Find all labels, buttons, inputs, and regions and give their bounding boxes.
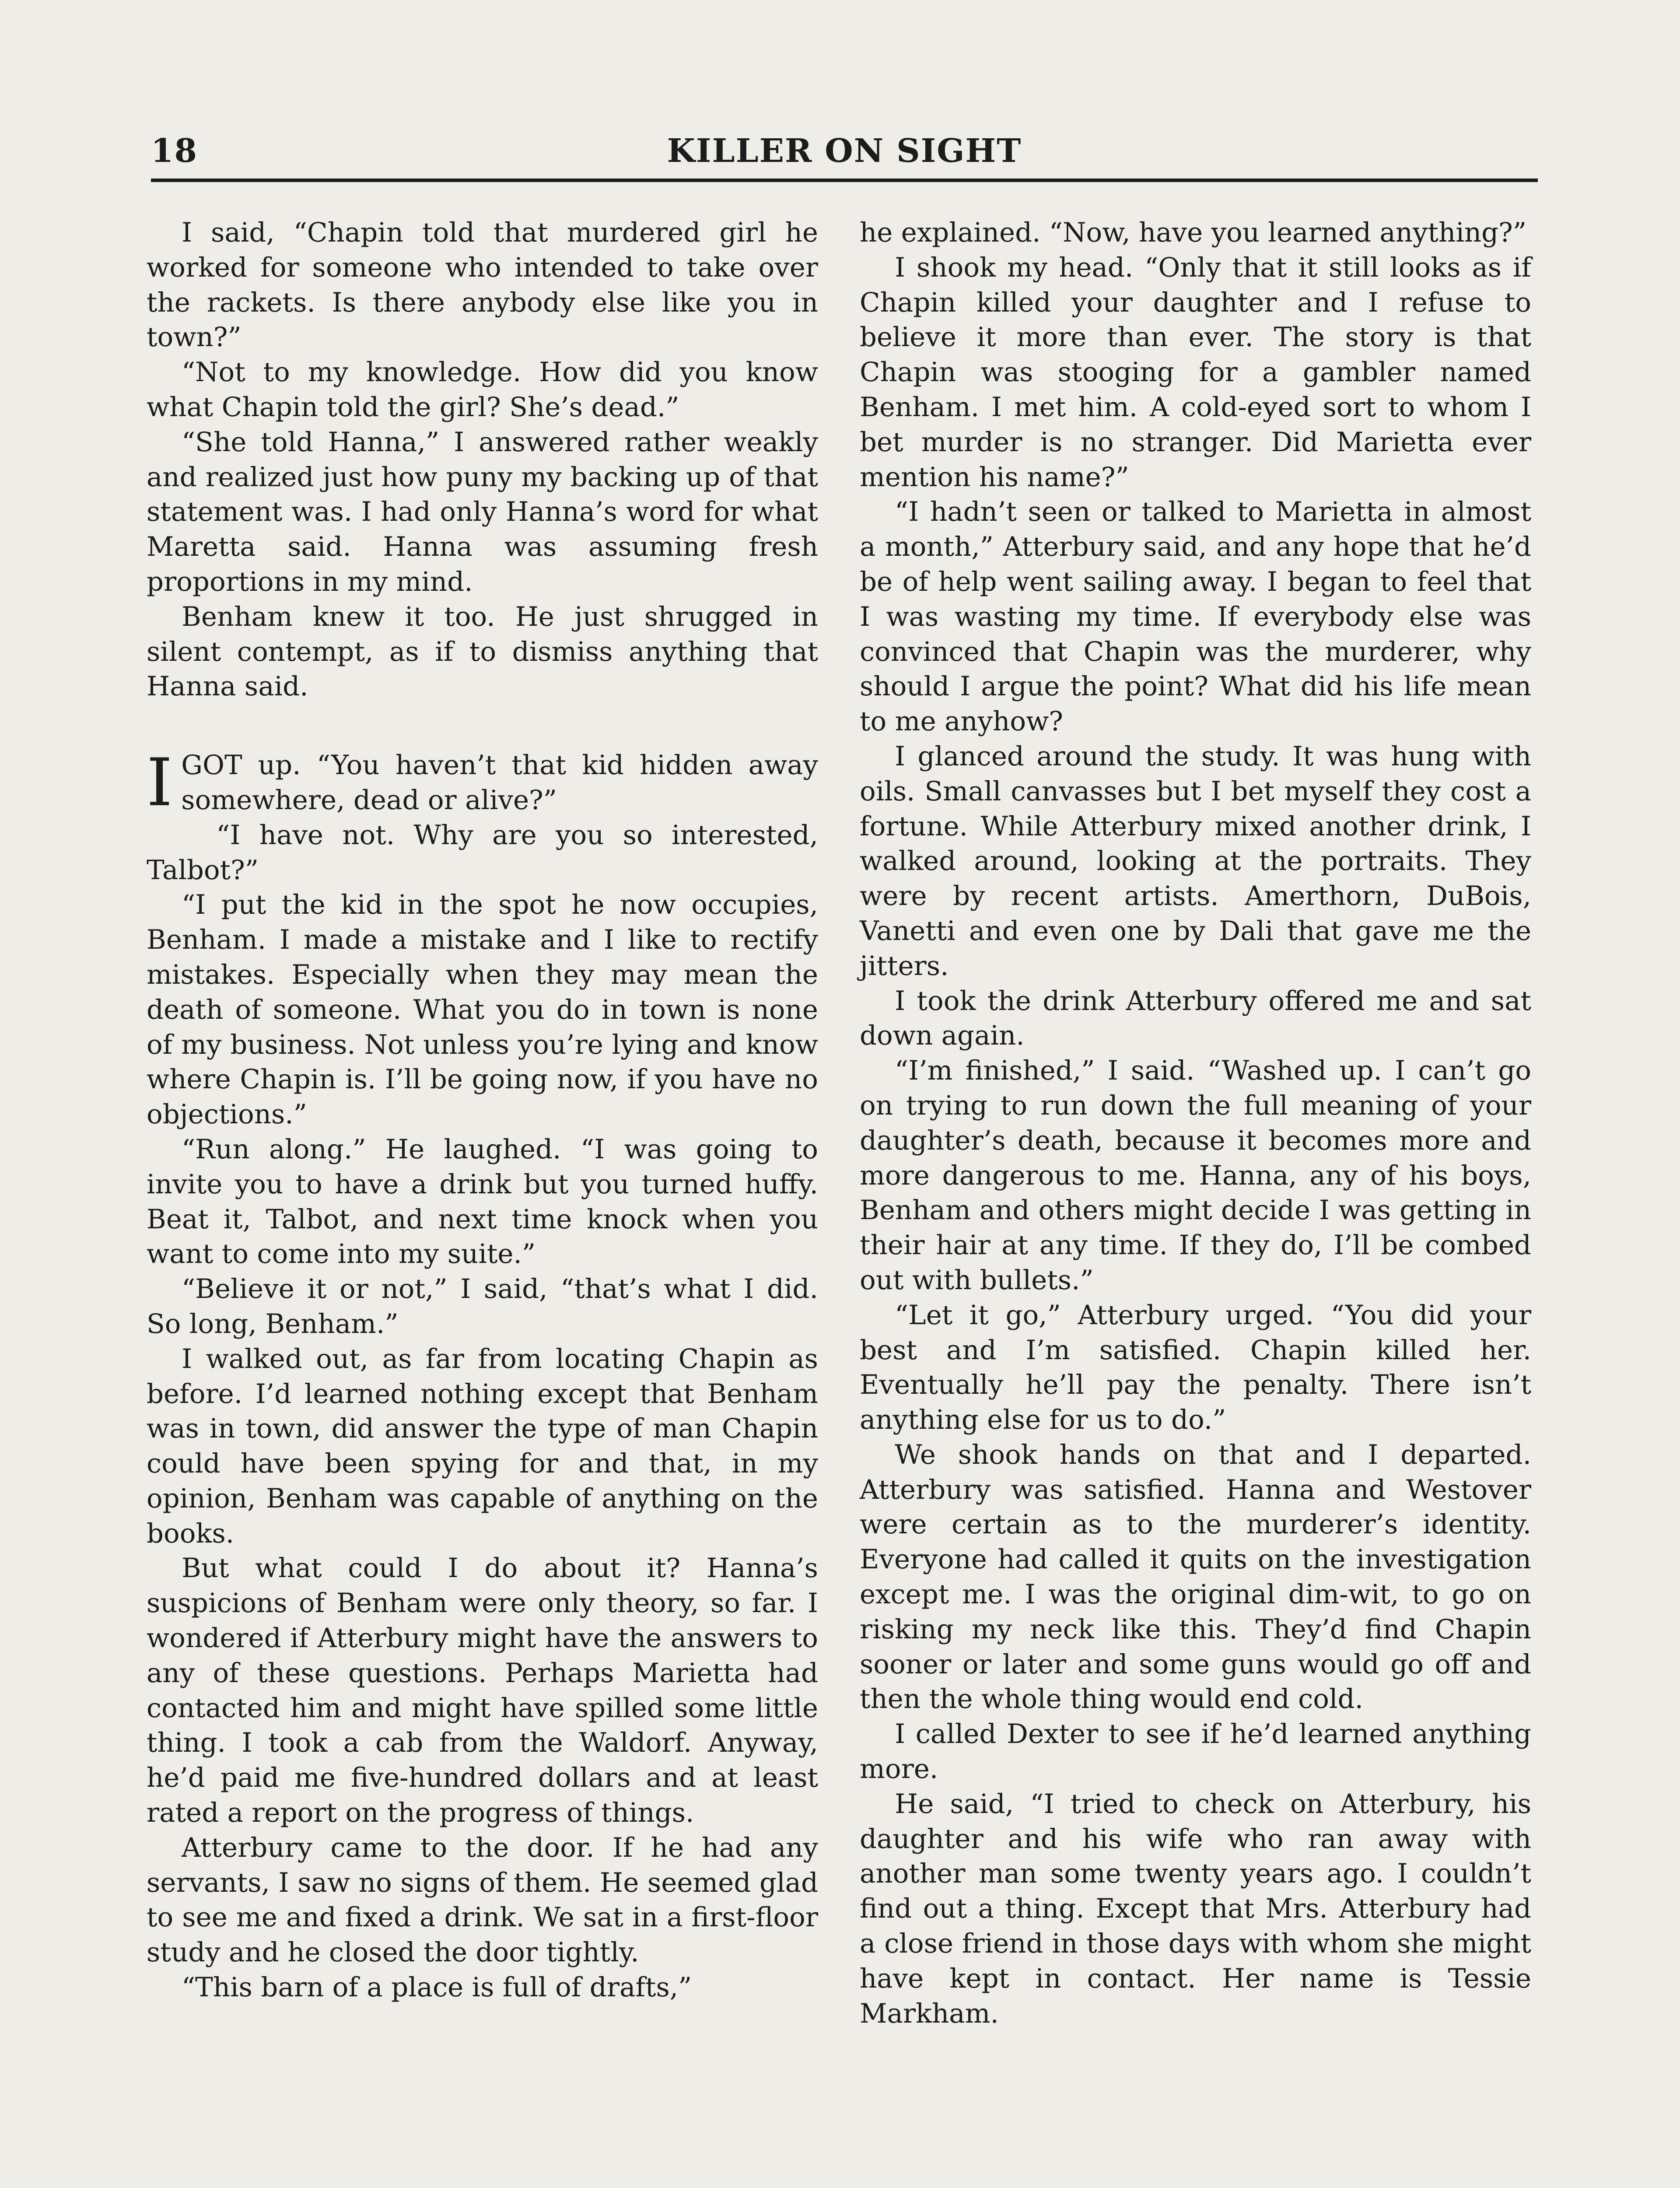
section-break: [147, 704, 818, 748]
drop-cap: I: [147, 745, 173, 821]
paragraph: “I hadn’t seen or talked to Marietta in almost a month,” Atterbury said, and any hope that he’d be of help went sailing away. I began to feel that I was wasting my time. If everybody else was convinced that Chapin was the murderer, why should I argue the point? What did his life mean to me anyhow?: [860, 496, 1531, 737]
paragraph: “Run along.” He laughed. “I was going to invite you to have a drink but you turned huffy. Beat it, Talbot, and next time knock when you want to come into my suite.”: [147, 1133, 818, 1270]
paragraph: “She told Hanna,” I answered rather weakly and realized just how puny my backing up of that statement was. I had only Hanna’s word for what Maretta said. Hanna was assuming fresh proportions in my mind.: [147, 426, 818, 597]
drop-cap-paragraph-text: GOT up. “You haven’t that kid hidden away somewhere, dead or alive?”: [181, 750, 818, 816]
paragraph: Atterbury came to the door. If he had any servants, I saw no signs of them. He seemed glad to see me and fixed a drink. We sat in a first-floor study and he closed the door tightly.: [147, 1832, 818, 1968]
paragraph: I took the drink Atterbury offered me and sat down again.: [860, 985, 1531, 1052]
page-header: [151, 127, 1538, 175]
paragraph: I glanced around the study. It was hung with oils. Small canvasses but I bet myself they cost a fortune. While Atterbury mixed another drink, I walked around, looking at the portraits. They were by recent artists. Amerthorn, DuBois, Vanetti and even one by Dali that gave me the jitters.: [860, 740, 1531, 982]
left-column: [147, 215, 818, 2005]
paragraph: I shook my head. “Only that it still looks as if Chapin killed your daughter and I refuse to believe it more than ever. The story is that Chapin was stooging for a gambler named Benham. I met him. A cold-eyed sort to whom I bet murder is no stranger. Did Marietta ever mention his name?”: [860, 252, 1531, 493]
paragraph: I called Dexter to see if he’d learned anything more.: [860, 1718, 1531, 1785]
paragraph: “I put the kid in the spot he now occupies, Benham. I made a mistake and I like to rectify mistakes. Especially when they may mean the death of someone. What you do in town is none of my business. Not unless you’re lying and know where Chapin is. I’ll be going now, if you have no objections.”: [147, 889, 818, 1130]
header-rule: [151, 179, 1538, 182]
paragraph: He said, “I tried to check on Atterbury, his daughter and his wife who ran away with another man some twenty years ago. I couldn’t find out a thing. Except that Mrs. Atterbury had a close friend in those days with whom she might have kept in contact. Her name is Tessie Markham.: [860, 1788, 1531, 2029]
paragraph: “Not to my knowledge. How did you know what Chapin told the girl? She’s dead.”: [147, 357, 818, 423]
running-title: KILLER ON SIGHT: [667, 132, 1022, 170]
paragraph: “This barn of a place is full of drafts,”: [182, 1972, 692, 2003]
right-column: [860, 215, 1531, 2031]
drop-cap-paragraph: [147, 745, 818, 821]
paragraph: We shook hands on that and I departed. Atterbury was satisfied. Hanna and Westover were certain as to the murderer’s identity. Everyone had called it quits on the investigation except me. I was the original dim-wit, to go on risking my neck like this. They’d find Chapin sooner or later and some guns would go off and then the whole thing would end cold.: [860, 1439, 1531, 1715]
paragraph: “Let it go,” Atterbury urged. “You did your best and I’m satisfied. Chapin killed her. Eventually he’ll pay the penalty. There isn’t anything else for us to do.”: [860, 1299, 1531, 1436]
paragraph: “I’m finished,” I said. “Washed up. I can’t go on trying to run down the full meaning of your daughter’s death, because it becomes more and more dangerous to me. Hanna, any of his boys, Benham and others might decide I was getting in their hair at any time. If they do, I’ll be combed out with bullets.”: [860, 1055, 1531, 1296]
paragraph: But what could I do about it? Hanna’s suspicions of Benham were only theory, so far. I wondered if Atterbury might have the answers to any of these questions. Perhaps Marietta had contacted him and might have spilled some little thing. I took a cab from the Waldorf. Anyway, he’d paid me five-hundred dollars and at least rated a report on the progress of things.: [147, 1553, 818, 1829]
paragraph: I walked out, as far from locating Chapin as before. I’d learned nothing except that Benham was in town, did answer the type of man Chapin could have been spying for and that, in my opinion, Benham was capable of anything on the books.: [147, 1343, 818, 1549]
page-number: 18: [151, 132, 198, 170]
paragraph: Benham knew it too. He just shrugged in silent contempt, as if to dismiss anything that Hanna said.: [147, 601, 818, 702]
paragraph: “I have not. Why are you so interested, Talbot?”: [147, 819, 818, 886]
paragraph: I said, “Chapin told that murdered girl he worked for someone who intended to take over the rackets. Is there anybody else like you in town?”: [147, 217, 818, 353]
paragraph: “Believe it or not,” I said, “that’s what I did. So long, Benham.”: [147, 1273, 818, 1339]
continued-paragraph: he explained. “Now, have you learned anything?”: [860, 217, 1527, 248]
